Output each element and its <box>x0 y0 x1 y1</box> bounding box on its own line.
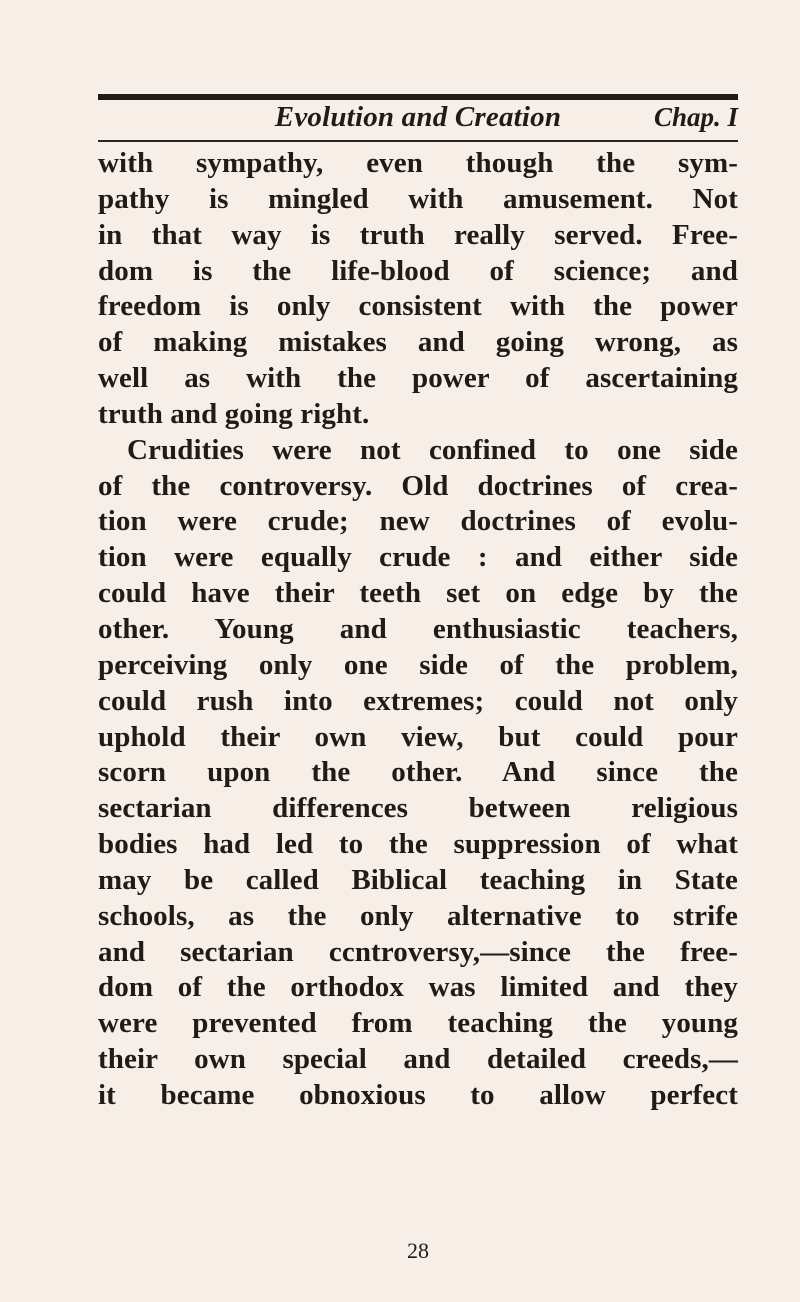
text-line: of making mistakes and going wrong, as <box>98 326 738 359</box>
text-line: pathy is mingled with amusement. Not <box>98 182 738 215</box>
text-line: truth and going right. <box>98 397 370 430</box>
text-line: perceiving only one side of the problem, <box>98 648 738 681</box>
page-number: 28 <box>407 1238 429 1263</box>
text-line: it became obnoxious to allow perfect <box>98 1078 738 1111</box>
text-line: bodies had led to the suppression of what <box>98 828 738 861</box>
text-line: freedom is only consistent with the power <box>98 290 738 323</box>
text-line: sectarian differences between religious <box>98 792 738 825</box>
text-line: and sectarian ccntroversy,—since the free- <box>98 935 738 968</box>
text-line: could have their teeth set on edge by the <box>98 577 738 610</box>
text-line: other. Young and enthusiastic teachers, <box>98 612 738 645</box>
text-line: of the controversy. Old doctrines of crea- <box>98 469 738 502</box>
text-line: Crudities were not confined to one side <box>127 433 738 466</box>
header-rule <box>98 140 738 142</box>
text-line: in that way is truth really served. Free- <box>98 218 738 251</box>
text-line: schools, as the only alternative to strife <box>98 899 738 932</box>
page-header <box>98 98 738 138</box>
running-title: Evolution and Creation <box>274 101 562 133</box>
text-line: tion were crude; new doctrines of evolu- <box>98 505 738 538</box>
text-line: uphold their own view, but could pour <box>98 720 738 753</box>
text-line: dom of the orthodox was limited and they <box>98 971 738 1004</box>
body-text <box>98 146 738 1114</box>
text-line: could rush into extremes; could not only <box>98 684 738 717</box>
text-line: their own special and detailed creeds,— <box>98 1043 738 1076</box>
text-line: were prevented from teaching the young <box>98 1007 738 1040</box>
chapter-label: Chap. I <box>653 102 738 132</box>
text-line: tion were equally crude : and either side <box>98 541 738 574</box>
text-line: well as with the power of ascertaining <box>98 362 738 395</box>
text-line: dom is the life-blood of science; and <box>98 254 738 287</box>
text-line: scorn upon the other. And since the <box>98 756 738 789</box>
text-line: may be called Biblical teaching in State <box>98 863 738 896</box>
text-line: with sympathy, even though the sym- <box>98 147 738 179</box>
